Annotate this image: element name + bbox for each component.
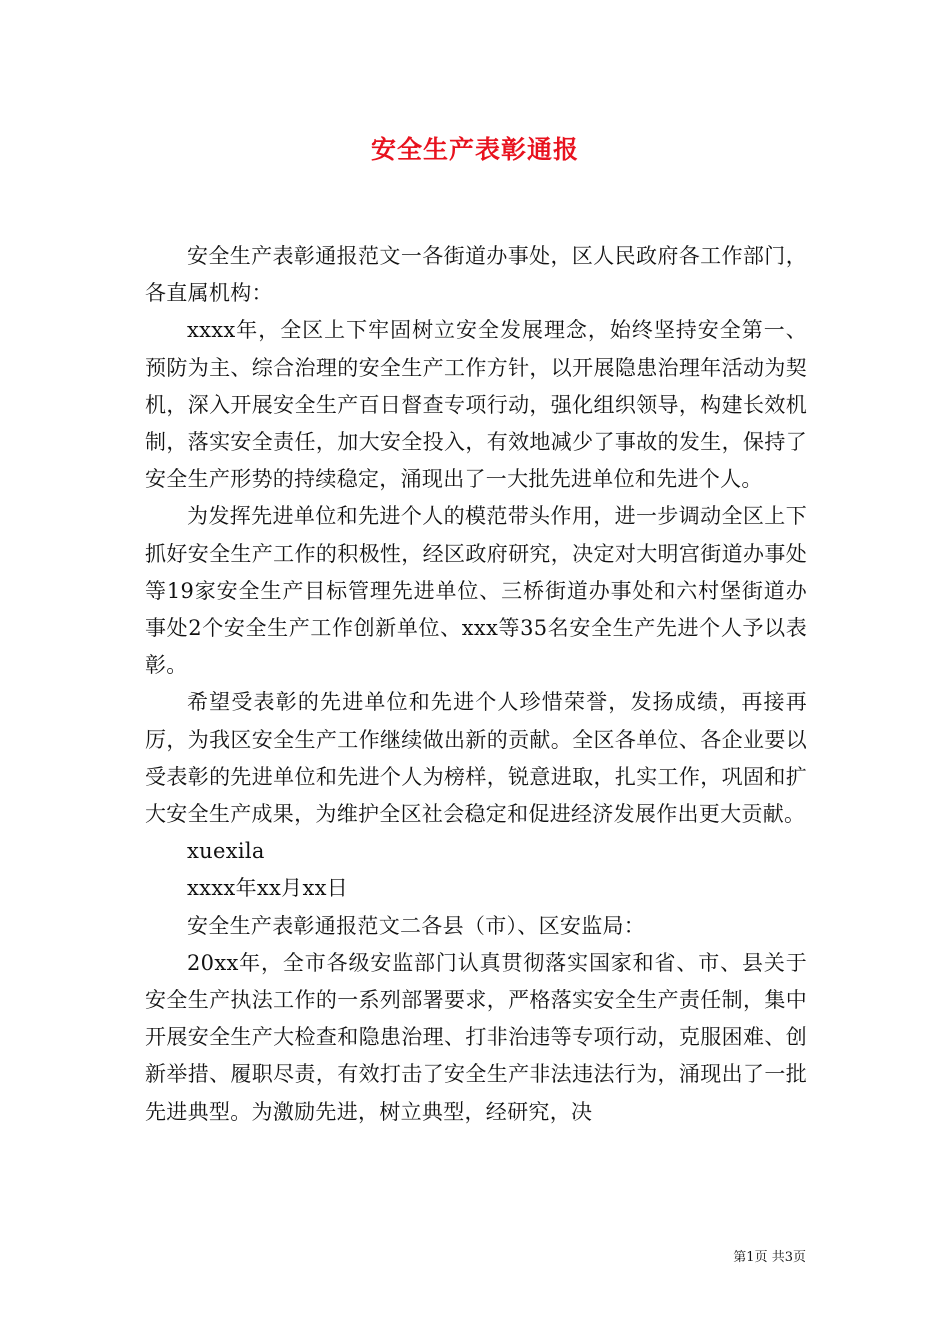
paragraph: 安全生产表彰通报范文一各街道办事处，区人民政府各工作部门，各直属机构： bbox=[145, 244, 807, 306]
document-title: 安全生产表彰通报 bbox=[370, 135, 579, 164]
current-page-number: 1 bbox=[746, 1250, 755, 1265]
page-middle: 页 共 bbox=[754, 1250, 785, 1265]
signature-line: xuexila bbox=[187, 839, 265, 864]
paragraph: 安全生产表彰通报范文二各县（市）、区安监局： bbox=[187, 913, 646, 938]
total-page-count: 3 bbox=[784, 1250, 793, 1265]
paragraph: 20xx年，全市各级安监部门认真贯彻落实国家和省、市、县关于安全生产执法工作的一系列部署要求，严格落实安全生产责任制，集中开展安全生产大检查和隐患治理、打非治违等专项行动，克服困难、创新举措、履职尽责，有效打击了安全生产非法违法行为，涌现出了一批先进典型。为激励先进，树立典型，经研究，决 bbox=[145, 950, 807, 1124]
page-prefix: 第 bbox=[733, 1250, 747, 1265]
paragraph: 希望受表彰的先进单位和先进个人珍惜荣誉，发扬成绩，再接再厉，为我区安全生产工作继续做出新的贡献。全区各单位、各企业要以受表彰的先进单位和先进个人为榜样，锐意进取，扎实工作，巩固和扩大安全生产成果，为维护全区社会稳定和促进经济发展作出更大贡献。 bbox=[145, 690, 807, 827]
date-line: xxxx年xx月xx日 bbox=[187, 876, 349, 901]
paragraph: 为发挥先进单位和先进个人的模范带头作用，进一步调动全区上下抓好安全生产工作的积极性，经区政府研究，决定对大明宫街道办事处等19家安全生产目标管理先进单位、三桥街道办事处和六村堡街道办事处2个安全生产工作创新单位、xxx等35名安全生产先进个人予以表彰。 bbox=[145, 504, 807, 678]
document-body bbox=[145, 238, 807, 1131]
paragraph: xxxx年，全区上下牢固树立安全发展理念，始终坚持安全第一、预防为主、综合治理的安全生产工作方针，以开展隐患治理年活动为契机，深入开展安全生产百日督查专项行动，强化组织领导，构建长效机制，落实安全责任，加大安全投入，有效地减少了事故的发生，保持了安全生产形势的持续稳定，涌现出了一大批先进单位和先进个人。 bbox=[145, 318, 807, 492]
page-footer bbox=[0, 1249, 806, 1267]
page-suffix: 页 bbox=[792, 1250, 806, 1265]
